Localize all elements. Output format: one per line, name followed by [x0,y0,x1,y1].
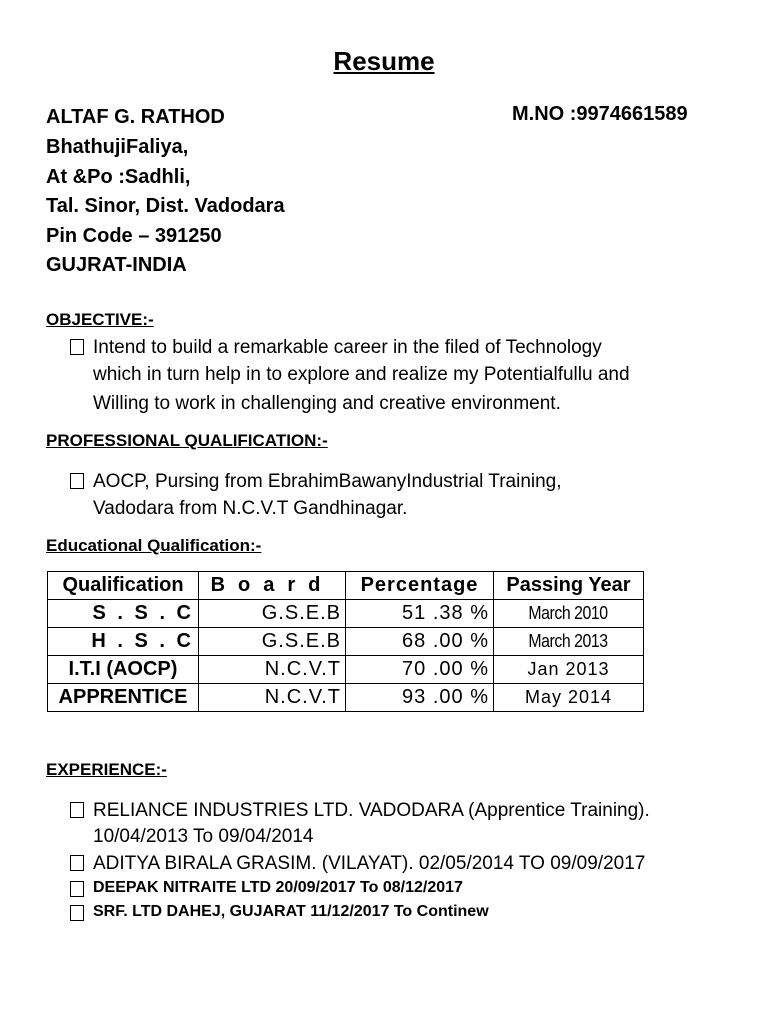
objective-line: which in turn help in to explore and realize my Potentialfullu and [93,364,630,385]
bullet-box-icon [70,881,84,897]
board-cell: G.S.E.B [199,628,346,656]
bullet-box-icon [70,855,84,871]
experience-heading: EXPERIENCE:- [46,760,167,779]
table-row [48,656,644,684]
education-heading: Educational Qualification:- [46,536,262,555]
board-header-text: Board [210,574,334,596]
qualification-cell: APPRENTICE [48,684,199,712]
column-header-qualification: Qualification [48,572,199,600]
professional-line: Vadodara from N.C.V.T Gandhinagar. [93,498,408,519]
qualification-cell: S . S . C [48,600,199,628]
board-cell: N.C.V.T [199,684,346,712]
document-title: Resume [333,46,435,76]
percentage-cell: 51 .38 % [346,600,494,628]
objective-heading: OBJECTIVE:- [46,310,154,329]
bullet-box-icon [70,802,84,818]
address-line: Tal. Sinor, Dist. Vadodara [46,195,285,217]
objective-line: Intend to build a remarkable career in the filed of Technology [93,337,602,358]
passing-year-cell [494,628,644,656]
table-row [48,628,644,656]
passing-year-cell: May 2014 [494,684,644,712]
professional-heading: PROFESSIONAL QUALIFICATION:- [46,431,328,450]
passing-year-cell [494,600,644,628]
passing-year-cell: Jan 2013 [494,656,644,684]
experience-line: RELIANCE INDUSTRIES LTD. VADODARA (Apprentice Training). [93,800,650,821]
percentage-cell: 70 .00 % [346,656,494,684]
percentage-cell: 93 .00 % [346,684,494,712]
professional-line: AOCP, Pursing from EbrahimBawanyIndustrial Training, [93,471,562,492]
passing-year-text: March 2013 [528,631,609,651]
objective-line: Willing to work in challenging and creative environment. [93,393,561,414]
address-line: At &Po :Sadhli, [46,166,191,188]
applicant-name: ALTAF G. RATHOD [46,106,225,128]
passing-year-text: March 2010 [528,603,609,623]
bullet-box-icon [70,905,84,921]
address-line: BhathujiFaliya, [46,136,189,158]
address-line: GUJRAT-INDIA [46,254,187,276]
board-cell: G.S.E.B [199,600,346,628]
table-row [48,684,644,712]
percentage-cell: 68 .00 % [346,628,494,656]
column-header-board [199,572,346,600]
column-header-passing-year: Passing Year [494,572,644,600]
table-row [48,600,644,628]
qualification-cell: I.T.I (AOCP) [48,656,199,684]
experience-line: 10/04/2013 To 09/04/2014 [93,826,314,847]
experience-line: ADITYA BIRALA GRASIM. (VILAYAT). 02/05/2014 TO 09/09/2017 [93,853,646,874]
mobile-number: M.NO :9974661589 [512,103,688,125]
education-table [47,571,644,712]
table-header-row [48,572,644,600]
experience-line: SRF. LTD DAHEJ, GUJARAT 11/12/2017 To Continew [93,903,489,920]
qualification-cell: H . S . C [48,628,199,656]
address-line: Pin Code – 391250 [46,225,222,247]
experience-line: DEEPAK NITRAITE LTD 20/09/2017 To 08/12/2017 [93,879,463,896]
bullet-box-icon [70,473,84,489]
column-header-percentage: Percentage [346,572,494,600]
board-cell: N.C.V.T [199,656,346,684]
bullet-box-icon [70,339,84,355]
